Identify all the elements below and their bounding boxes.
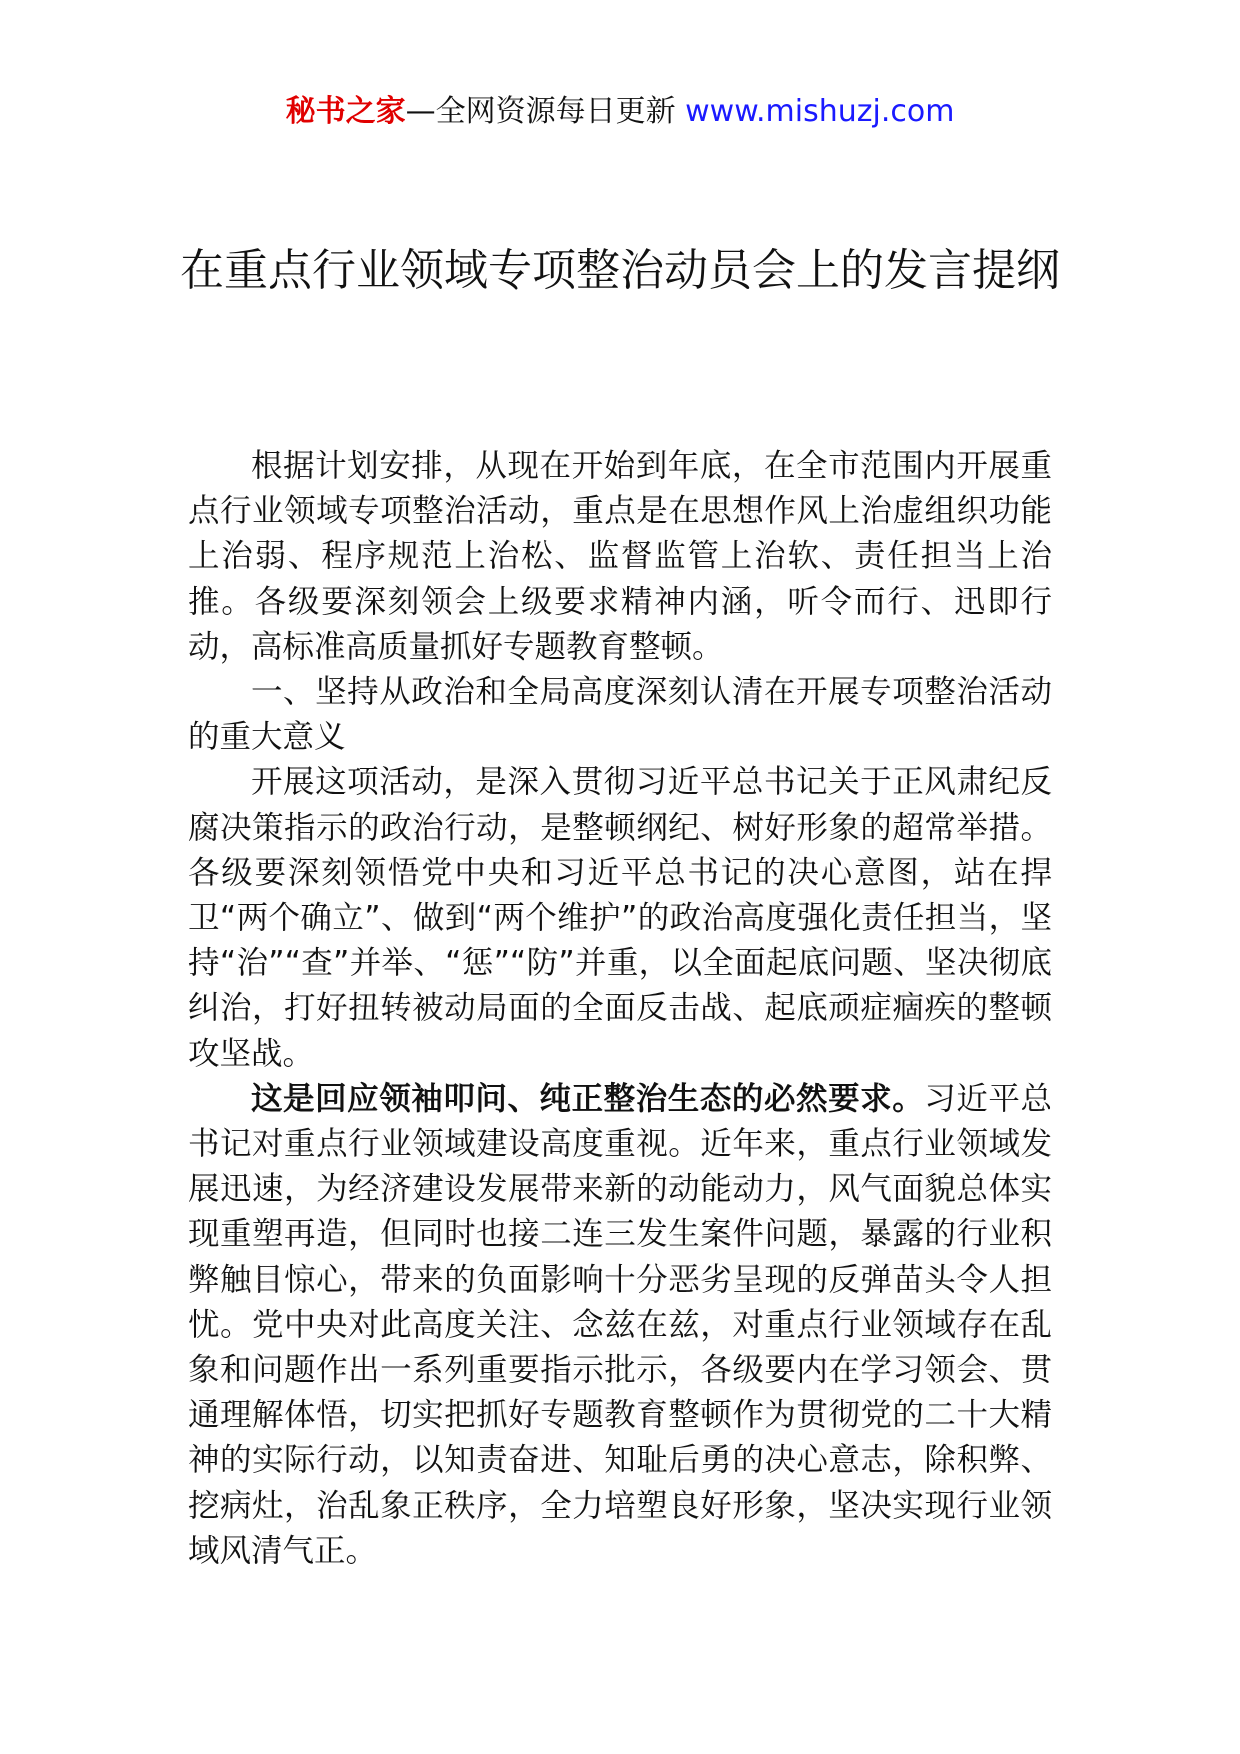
heading-text: 一、坚持从政治和全局高度深刻认清在开展专项整治活动的重大意义: [188, 674, 1052, 756]
brand-name: 秘书之家: [285, 94, 406, 129]
document-body: [188, 444, 1052, 1574]
section-heading-1: [188, 670, 1052, 760]
paragraph-requirement: [188, 1077, 1052, 1574]
site-header: [0, 92, 1240, 132]
paragraph-text: 习近平总书记对重点行业领域建设高度重视。近年来，重点行业领域发展迅速，为经济建设发展带来新的动能动力，风气面貌总体实现重塑再造，但同时也接二连三发生案件问题，暴露的行业积弊触目惊心，带来的负面影响十分恶劣呈现的反弹苗头令人担忧。党中央对此高度关注、念兹在兹，对重点行业领域存在乱象和问题作出一系列重要指示批示，各级要内在学习领会、贯通理解体悟，切实把抓好专题教育整顿作为贯彻党的二十大精神的实际行动，以知责奋进、知耻后勇的决心意志，除积弊、挖病灶，治乱象正秩序，全力培塑良好形象，坚决实现行业领域风清气正。: [188, 1080, 1052, 1569]
document-title: 在重点行业领域专项整治动员会上的发言提纲: [180, 245, 1060, 296]
paragraph-text: 根据计划安排，从现在开始到年底，在全市范围内开展重点行业领域专项整治活动，重点是在思想作风上治虚组织功能上治弱、程序规范上治松、监督监管上治软、责任担当上治推。各级要深刻领会上级要求精神内涵，听令而行、迅即行动，高标准高质量抓好专题教育整顿。: [188, 448, 1052, 665]
paragraph-lead-sentence: 这是回应领袖叩问、纯正整治生态的必然要求。: [251, 1080, 925, 1117]
header-tagline: —全网资源每日更新: [405, 94, 686, 129]
paragraph-intro: [188, 444, 1052, 670]
paragraph-text: 开展这项活动，是深入贯彻习近平总书记关于正风肃纪反腐决策指示的政治行动，是整顿纲纪、树好形象的超常举措。各级要深刻领悟党中央和习近平总书记的决心意图，站在捍卫“两个确立”、做到“两个维护”的政治高度强化责任担当，坚持“治”“查”并举、“惩”“防”并重，以全面起底问题、坚决彻底纠治，打好扭转被动局面的全面反击战、起底顽症痼疾的整顿攻坚战。: [188, 764, 1052, 1072]
site-url-link[interactable]: www.mishuzj.com: [685, 94, 955, 129]
paragraph-significance: [188, 760, 1052, 1076]
